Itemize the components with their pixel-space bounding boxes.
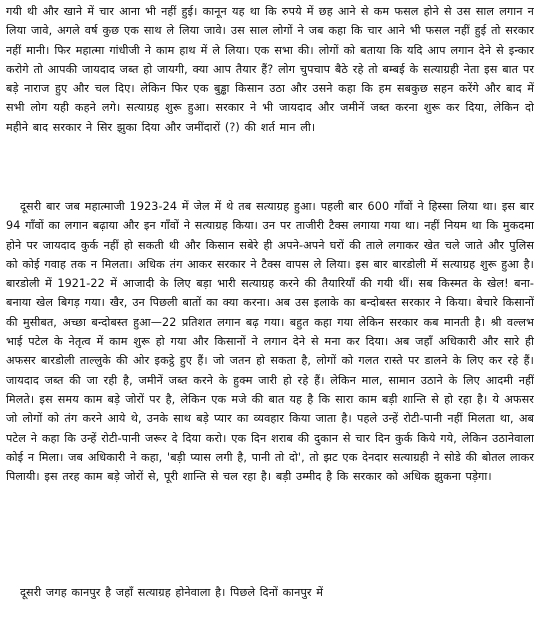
paragraph-kanpur: दूसरी जगह कानपुर है जहाँ सत्याग्रह होनेवाला है। पिछले दिनों कानपुर में xyxy=(20,586,324,599)
paragraph-bardoli-second: दूसरी बार जब महात्माजी 1923-24 में जेल में थे तब सत्याग्रह हुआ। पहली बार 600 गाँवों ने हिस्सा लिया था। इस बार 94 गाँवों का लगान बढ़ाया और इन गाँवों ने सत्याग्रह किया। उन पर ताजीरी टैक्स लगाया गया था। नहीं नियम था कि मुकदमा होने पर जायदाद कुर्क नहीं हो सकती थी और किसान सबेरे ही अपने-अपने घरों की ताले लगाकर खेत चले जाते और पुलिस को कोई गवाह तक न मिलता। अधिक तंग आकर सरकार ने टैक्स वापस ले लिया। इस बार बारडोली में सत्याग्रह शुरू हुआ है। बारडोली में 1921-22 में आजादी के लिए बड़ा भारी सत्याग्रह करने की तैयारियाँ की गयी थीं। सब किस्मत के खेल! बना-बनाया खेल बिगड़ गया। खैर, उन पिछली बातों का क्या करना। अब उस इलाके का बन्दोबस्त सरकार ने किया। बेचारे किसानों की मुसीबत, अच्छा बन्दोबस्त हुआ—22 प्रतिशत लगान बढ़ गया। बहुत कहा गया लेकिन सरकार कब मानती है। श्री वल्लभ भाई पटेल के नेतृत्व में काम शुरू हो गया और किसानों ने लगान देने से मना कर दिया। अब जहाँ अधिकारी और सारे ही अफसर बारडोली ताल्लुके की ओर इकट्ठे हुए हैं। जो जतन हो सकता है, लोगों को गलत रास्ते पर डालने के लिए कर रहे हैं। जायदाद जब्त की जा रही है, जमीनें जब्त करने के हुक्म जारी हो रहे हैं। लेकिन माल, सामान उठाने के लिए आदमी नहीं मिलते। इस समय काम बड़े जोरों पर है, लेकिन एक मजे की बात यह है कि सारा काम बड़ी शान्ति से हो रहा है। ये अफसर जो लोगों को तंग करने आये थे, उनके साथ बड़े प्यार का व्यवहार किया जाता है। पहले उन्हें रोटी-पानी नहीं मिलता था, अब पटेल ने कहा कि उन्हें रोटी-पानी जरूर दे दिया करो। एक दिन शराब की दुकान से चार दिन कुर्क किये गये, लेकिन उठानेवाला कोई न मिला। जब अधिकारी ने कहा, 'बड़ी प्यास लगी है, पानी तो दो', तो झट एक देनदार सत्याग्रही ने सोडे की बोतल लाकर पिलायी। इस तरह काम बड़े जोरों से, पूरी शान्ति से चल रहा है। बड़ी उम्मीद है कि सरकार को अधिक झुकना पड़ेगा। xyxy=(6,200,534,484)
paragraph-bardoli-first: गयी थी और खाने में चार आना भी नहीं हुई। कानून यह था कि रुपये में छह आने से कम फसल होने से उस साल लगान न लिया जावे, अगले वर्ष कुछ एक साथ ले लिया जावे। उस साल लोगों ने जब कहा कि चार आने भी फसल नहीं हुई तो सरकार नहीं मानी। फिर महात्मा गांधीजी ने काम हाथ में ले लिया। एक सभा की। लोगों को बताया कि यदि आप लगान देने से इन्कार करोगे तो आपकी जायदाद जब्त हो जायगी, क्या आप तैयार हैं? लोग चुपचाप बैठे रहे तो बम्बई के सत्याग्रही नेता इस बात पर बड़े नाराज हुए और चल दिए। लेकिन फिर एक बुड्ढा किसान उठा और उसने कहा कि हम सबकुछ सहन करेंगे और बाद में सभी लोग यही कहने लगे। सत्याग्रह शुरू हुआ। सरकार ने भी जायदाद और जमीनें जब्त करना शुरू कर दिया, लेकिन दो महीने बाद सरकार ने सिर झुका दिया और जमींदारों (?) की शर्त मान ली। xyxy=(6,5,534,134)
